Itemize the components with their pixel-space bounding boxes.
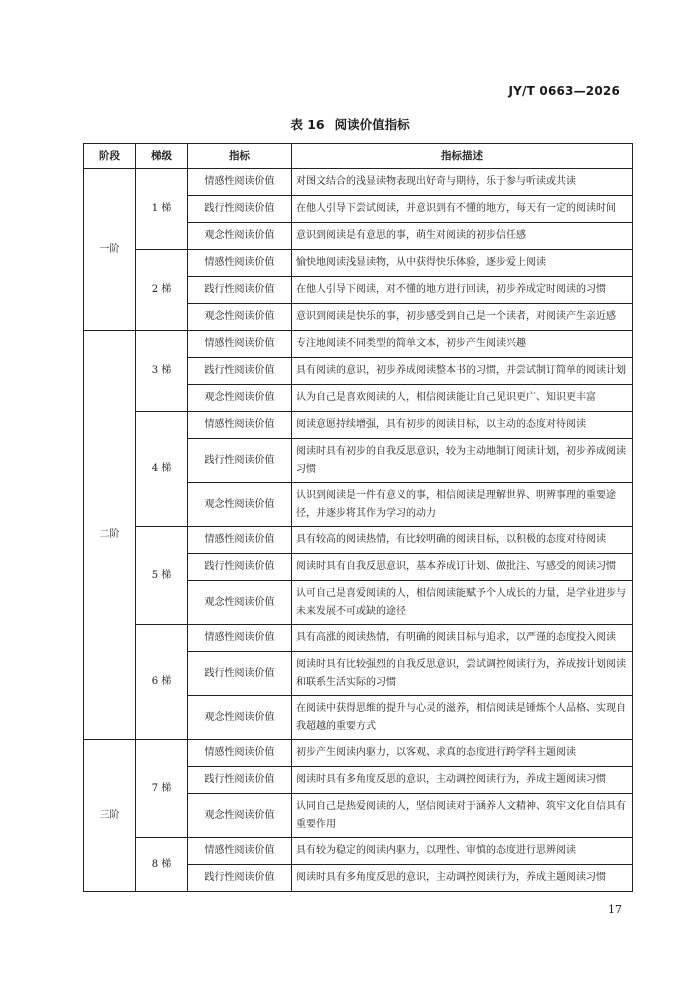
description-cell: 阅读意愿持续增强，具有初步的阅读目标，以主动的态度对待阅读 <box>292 412 633 439</box>
indicator-cell: 情感性阅读价值 <box>188 331 292 358</box>
table-number: 表 16 <box>290 117 325 132</box>
description-cell: 对图文结合的浅显读物表现出好奇与期待，乐于参与听读或共读 <box>292 169 633 196</box>
description-cell: 愉快地阅读浅显读物，从中获得快乐体验，逐步爱上阅读 <box>292 250 633 277</box>
stage-cell: 三阶 <box>84 740 136 892</box>
indicator-cell: 情感性阅读价值 <box>188 625 292 652</box>
column-header-description: 指标描述 <box>292 144 633 169</box>
ladder-cell: 3 梯 <box>136 331 188 412</box>
column-header-ladder: 梯级 <box>136 144 188 169</box>
column-header-indicator: 指标 <box>188 144 292 169</box>
ladder-cell: 4 梯 <box>136 412 188 527</box>
page-number: 17 <box>608 903 622 916</box>
indicator-cell: 观念性阅读价值 <box>188 794 292 838</box>
indicator-cell: 观念性阅读价值 <box>188 696 292 740</box>
description-cell: 阅读时具有自我反思意识，基本养成订计划、做批注、写感受的阅读习惯 <box>292 554 633 581</box>
indicator-cell: 情感性阅读价值 <box>188 412 292 439</box>
table-row <box>84 331 633 358</box>
indicator-cell: 践行性阅读价值 <box>188 439 292 483</box>
indicator-cell: 情感性阅读价值 <box>188 169 292 196</box>
table-caption: 阅读价值指标 <box>334 117 410 132</box>
description-cell: 在他人引导下尝试阅读，并意识到有不懂的地方，每天有一定的阅读时间 <box>292 196 633 223</box>
table-row <box>84 740 633 767</box>
description-cell: 专注地阅读不同类型的简单文本，初步产生阅读兴趣 <box>292 331 633 358</box>
indicator-cell: 践行性阅读价值 <box>188 865 292 892</box>
description-cell: 阅读时具有比较强烈的自我反思意识，尝试调控阅读行为，养成按计划阅读和联系生活实际的习惯 <box>292 652 633 696</box>
description-cell: 阅读时具有多角度反思的意识，主动调控阅读行为，养成主题阅读习惯 <box>292 865 633 892</box>
table-row <box>84 625 633 652</box>
ladder-cell: 7 梯 <box>136 740 188 838</box>
indicator-cell: 情感性阅读价值 <box>188 838 292 865</box>
description-cell: 具有较为稳定的阅读内驱力，以理性、审慎的态度进行思辨阅读 <box>292 838 633 865</box>
description-cell: 认识到阅读是一件有意义的事，相信阅读是理解世界、明辨事理的重要途径，并逐步将其作为学习的动力 <box>292 483 633 527</box>
table-row <box>84 838 633 865</box>
ladder-cell: 1 梯 <box>136 169 188 250</box>
ladder-cell: 2 梯 <box>136 250 188 331</box>
indicator-cell: 情感性阅读价值 <box>188 740 292 767</box>
description-cell: 在他人引导下阅读，对不懂的地方进行回读，初步养成定时阅读的习惯 <box>292 277 633 304</box>
indicator-cell: 观念性阅读价值 <box>188 483 292 527</box>
indicator-cell: 观念性阅读价值 <box>188 581 292 625</box>
indicator-cell: 践行性阅读价值 <box>188 652 292 696</box>
description-cell: 初步产生阅读内驱力，以客观、求真的态度进行跨学科主题阅读 <box>292 740 633 767</box>
stage-cell: 二阶 <box>84 331 136 740</box>
description-cell: 具有高涨的阅读热情，有明确的阅读目标与追求，以严谨的态度投入阅读 <box>292 625 633 652</box>
description-cell: 意识到阅读是快乐的事，初步感受到自己是一个读者，对阅读产生亲近感 <box>292 304 633 331</box>
indicator-cell: 践行性阅读价值 <box>188 277 292 304</box>
description-cell: 认为自己是喜欢阅读的人，相信阅读能让自己见识更广、知识更丰富 <box>292 385 633 412</box>
table-row <box>84 527 633 554</box>
table-header-row <box>84 144 633 169</box>
indicator-cell: 践行性阅读价值 <box>188 554 292 581</box>
indicator-cell: 观念性阅读价值 <box>188 385 292 412</box>
description-cell: 具有阅读的意识，初步养成阅读整本书的习惯，并尝试制订简单的阅读计划 <box>292 358 633 385</box>
reading-value-table <box>83 143 633 892</box>
column-header-stage: 阶段 <box>84 144 136 169</box>
indicator-cell: 践行性阅读价值 <box>188 358 292 385</box>
table-title <box>0 115 700 133</box>
ladder-cell: 5 梯 <box>136 527 188 625</box>
table-row <box>84 250 633 277</box>
description-cell: 认可自己是喜爱阅读的人，相信阅读能赋予个人成长的力量，是学业进步与未来发展不可或缺的途径 <box>292 581 633 625</box>
description-cell: 在阅读中获得思维的提升与心灵的滋养，相信阅读是锤炼个人品格、实现自我超越的重要方式 <box>292 696 633 740</box>
description-cell: 阅读时具有初步的自我反思意识，较为主动地制订阅读计划，初步养成阅读习惯 <box>292 439 633 483</box>
indicator-cell: 践行性阅读价值 <box>188 767 292 794</box>
description-cell: 认同自己是热爱阅读的人，坚信阅读对于涵养人文精神、筑牢文化自信具有重要作用 <box>292 794 633 838</box>
description-cell: 意识到阅读是有意思的事，萌生对阅读的初步信任感 <box>292 223 633 250</box>
stage-cell: 一阶 <box>84 169 136 331</box>
indicator-cell: 观念性阅读价值 <box>188 304 292 331</box>
ladder-cell: 6 梯 <box>136 625 188 740</box>
indicator-cell: 情感性阅读价值 <box>188 527 292 554</box>
indicator-cell: 观念性阅读价值 <box>188 223 292 250</box>
ladder-cell: 8 梯 <box>136 838 188 892</box>
table-row <box>84 412 633 439</box>
standard-code: JY/T 0663—2026 <box>508 84 620 98</box>
description-cell: 具有较高的阅读热情，有比较明确的阅读目标，以积极的态度对待阅读 <box>292 527 633 554</box>
table-row <box>84 169 633 196</box>
description-cell: 阅读时具有多角度反思的意识，主动调控阅读行为，养成主题阅读习惯 <box>292 767 633 794</box>
indicator-cell: 践行性阅读价值 <box>188 196 292 223</box>
indicator-cell: 情感性阅读价值 <box>188 250 292 277</box>
